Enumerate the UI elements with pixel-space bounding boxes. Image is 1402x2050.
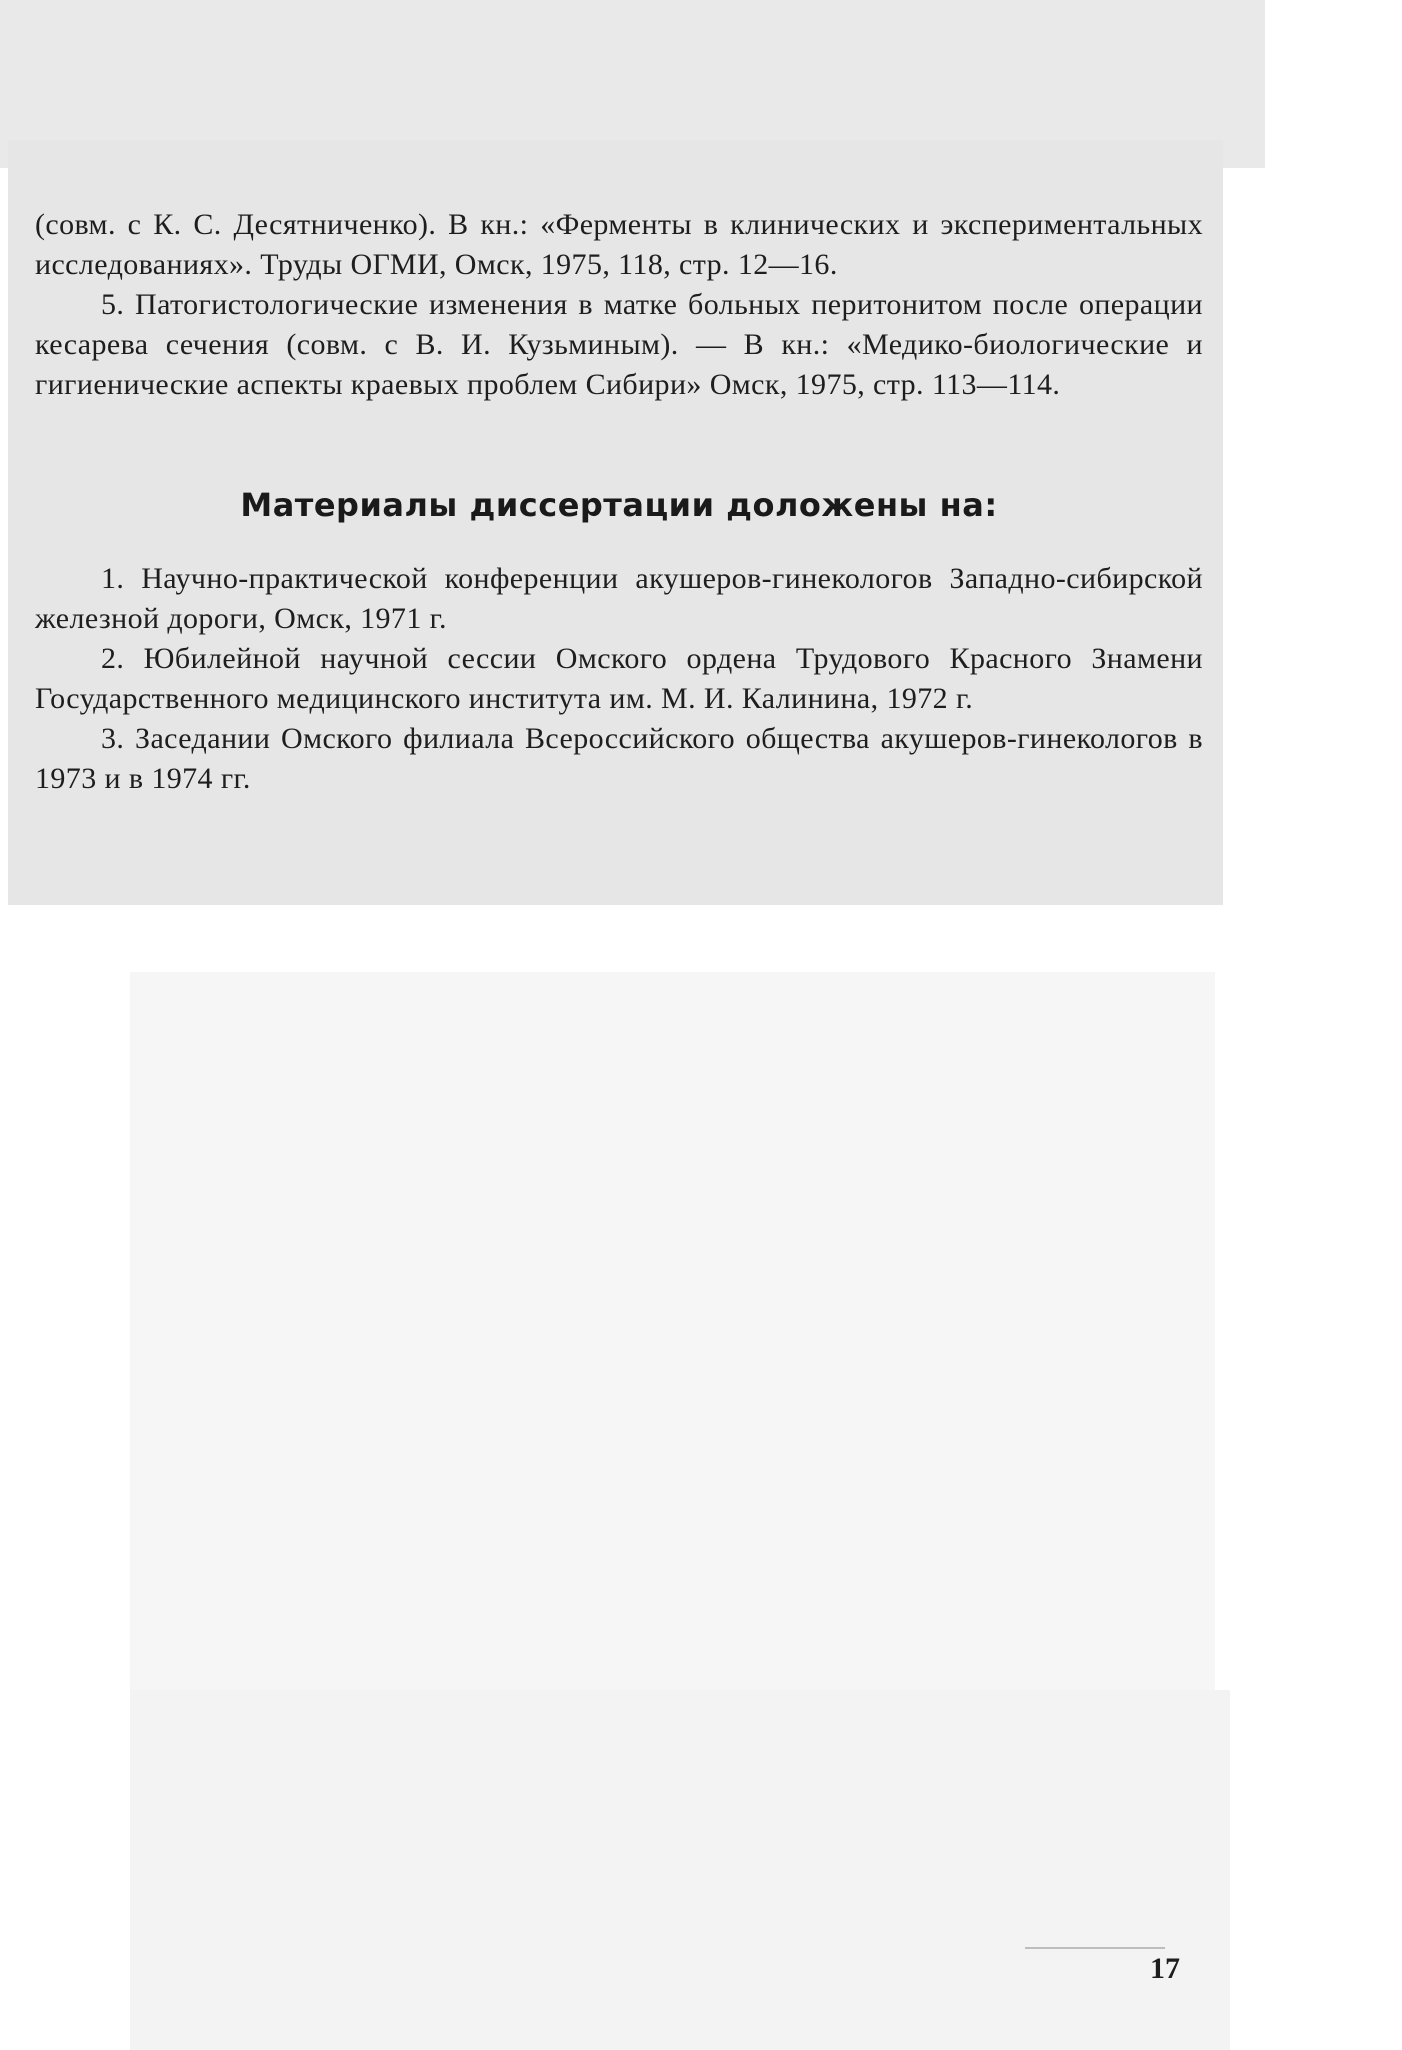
scan-background-bottom — [130, 1690, 1230, 2050]
footer-divider — [1025, 1947, 1165, 1949]
presentation-item-2: 2. Юбилейной научной сессии Омского ордена Трудового Красного Знамени Государственного медицинского института им. М. И. Калинина, 1972 г. — [35, 642, 1203, 715]
presentation-item-1: 1. Научно-практической конференции акушеров-гинекологов Западно-сибирской железной дороги, Омск, 1971 г. — [35, 562, 1203, 635]
page-content — [35, 205, 1203, 799]
page-number: 17 — [1150, 1952, 1180, 1985]
section-heading: Материалы диссертации доложены на: — [240, 486, 998, 524]
reference-item-5: 5. Патогистологические изменения в матке больных перитонитом после операции кесарева сечения (совм. с В. И. Кузьминым). — В кн.: «Медико-биологические и гигиенические аспекты краевых проблем Сибири» Омск, 1975, стр. 113—114. — [35, 288, 1203, 401]
scan-background-lower — [130, 972, 1215, 1692]
reference-continuation: (совм. с К. С. Десятниченко). В кн.: «Ферменты в клинических и экспериментальных исследованиях». Труды ОГМИ, Омск, 1975, 118, стр. 12—16. — [35, 208, 1203, 281]
presentation-item-3: 3. Заседании Омского филиала Всероссийского общества акушеров-гинекологов в 1973 и в 1974 гг. — [35, 722, 1203, 795]
